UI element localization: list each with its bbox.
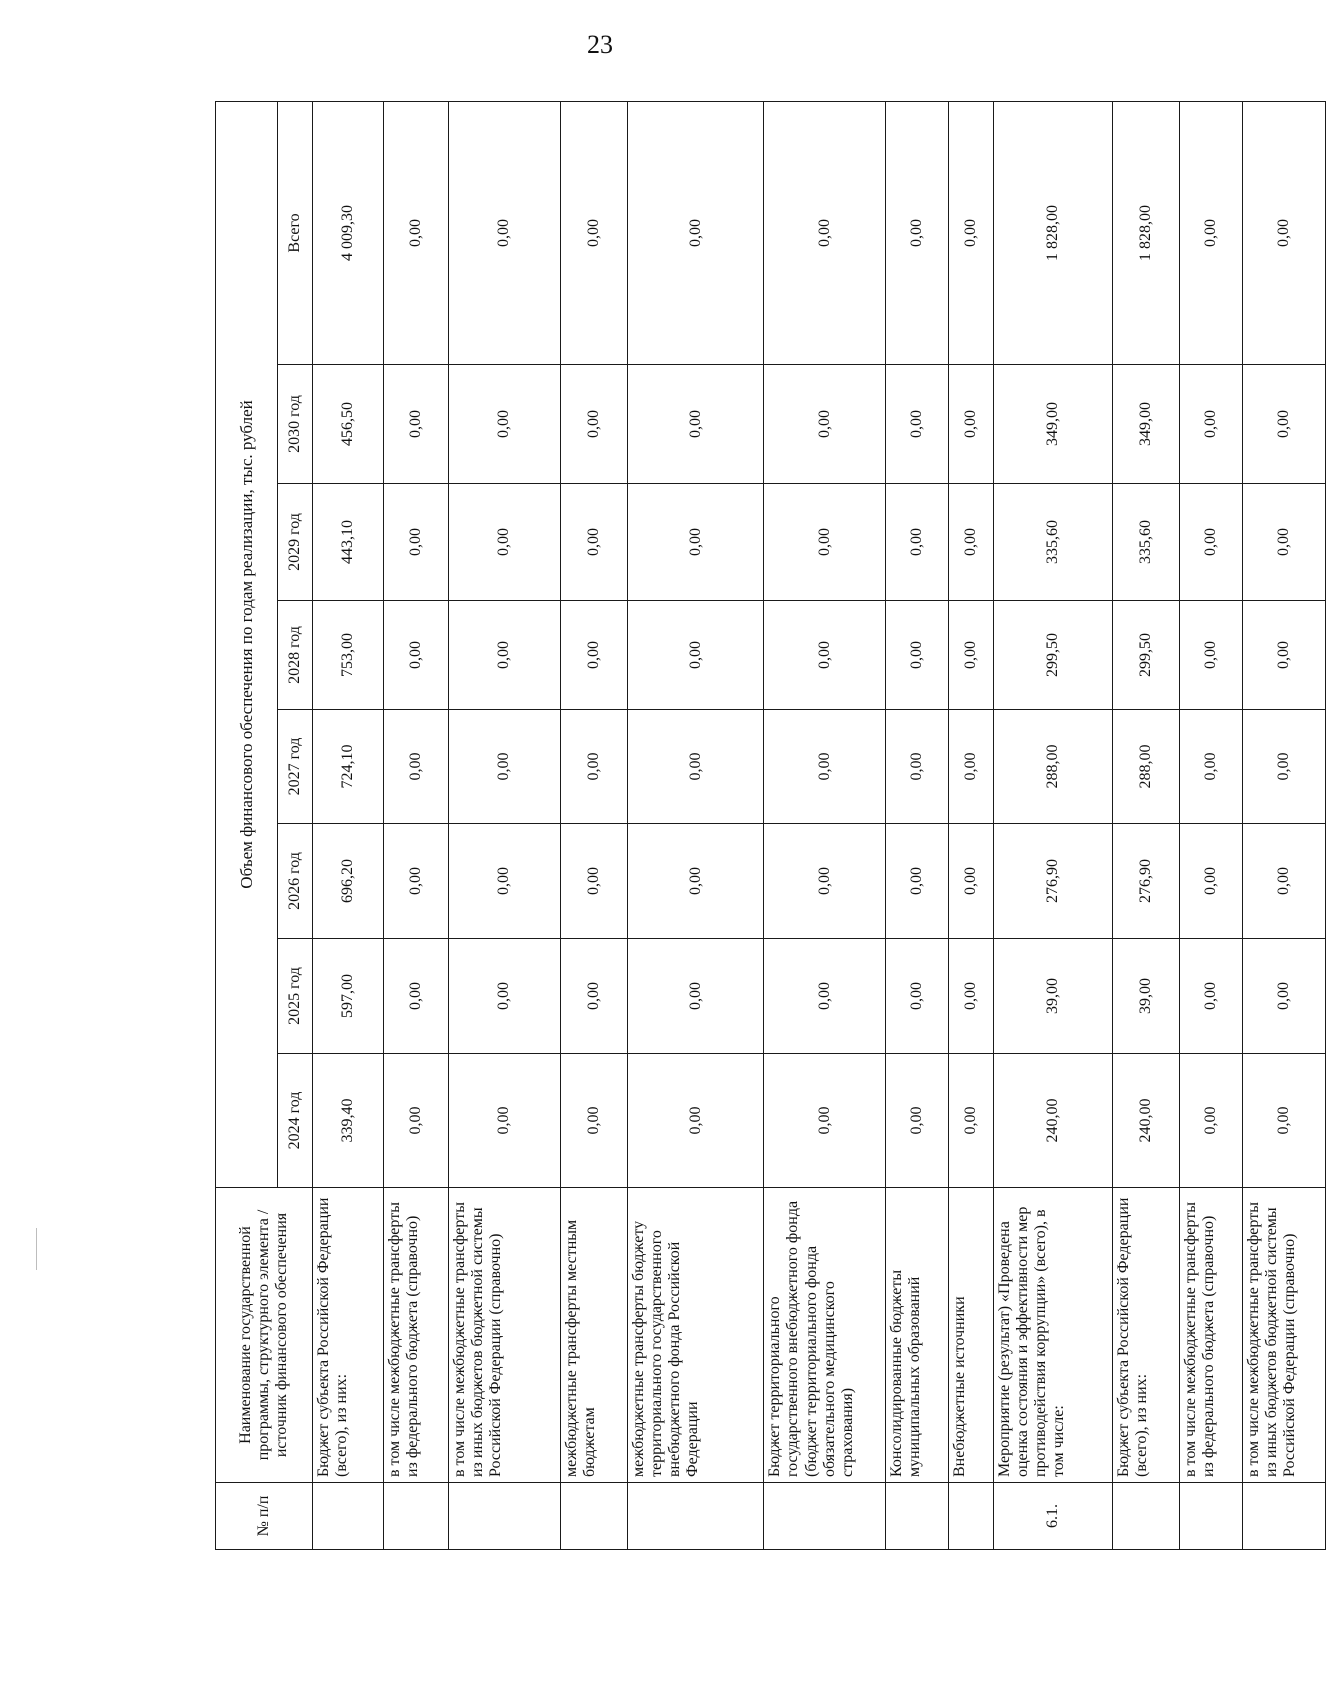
- cell-value: 0,00: [628, 710, 764, 824]
- cell-value: 240,00: [1112, 1054, 1180, 1188]
- cell-value: 753,00: [313, 601, 384, 710]
- header-name: Наименование государственной программы, структурного элемента / источник финансового обеспечения: [216, 1188, 313, 1483]
- cell-value: 0,00: [560, 484, 628, 601]
- row-index: [1180, 1483, 1243, 1550]
- table-row: [1112, 101, 1180, 1549]
- cell-value: 0,00: [384, 101, 449, 364]
- cell-value: 0,00: [449, 601, 560, 710]
- cell-value: 0,00: [764, 365, 886, 484]
- financing-table: [215, 101, 1326, 1550]
- cell-value: 0,00: [449, 939, 560, 1054]
- cell-value: 0,00: [1242, 365, 1325, 484]
- cell-value: 0,00: [449, 484, 560, 601]
- cell-value: 4 009,30: [313, 101, 384, 364]
- cell-value: 0,00: [1242, 101, 1325, 364]
- row-index: [1112, 1483, 1180, 1550]
- cell-value: 276,90: [1112, 824, 1180, 939]
- table-row: [628, 101, 764, 1549]
- cell-value: 0,00: [886, 824, 949, 939]
- cell-value: 0,00: [1180, 365, 1243, 484]
- row-source-name: в том числе межбюджетные трансферты из федерального бюджета (справочно): [1180, 1188, 1243, 1483]
- cell-value: 0,00: [886, 1054, 949, 1188]
- row-source-name: в том числе межбюджетные трансферты из иных бюджетов бюджетной системы Российской Федерации (справочно): [449, 1188, 560, 1483]
- row-source-name: Внебюджетные источники: [949, 1188, 994, 1483]
- cell-value: 0,00: [886, 601, 949, 710]
- cell-value: 0,00: [1242, 1054, 1325, 1188]
- cell-value: 0,00: [560, 824, 628, 939]
- cell-value: 0,00: [384, 1054, 449, 1188]
- header-year: 2027 год: [278, 710, 313, 824]
- row-source-name: межбюджетные трансферты местным бюджетам: [560, 1188, 628, 1483]
- cell-value: 0,00: [764, 710, 886, 824]
- row-source-name: Бюджет территориального государственного внебюджетного фонда (бюджет территориального фонда обязательного медицинского страхования): [764, 1188, 886, 1483]
- cell-value: 0,00: [1180, 601, 1243, 710]
- cell-value: 335,60: [1112, 484, 1180, 601]
- page-number: 23: [587, 30, 613, 59]
- table-row: [384, 101, 449, 1549]
- cell-value: 349,00: [1112, 365, 1180, 484]
- row-index: [1242, 1483, 1325, 1550]
- cell-value: 0,00: [886, 939, 949, 1054]
- cell-value: 288,00: [1112, 710, 1180, 824]
- cell-value: 0,00: [628, 939, 764, 1054]
- cell-value: 0,00: [886, 484, 949, 601]
- cell-value: 1 828,00: [994, 101, 1112, 364]
- row-index: [449, 1483, 560, 1550]
- cell-value: 456,50: [313, 365, 384, 484]
- header-year: 2026 год: [278, 824, 313, 939]
- cell-value: 0,00: [449, 101, 560, 364]
- cell-value: 299,50: [1112, 601, 1180, 710]
- cell-value: 0,00: [560, 1054, 628, 1188]
- cell-value: 339,40: [313, 1054, 384, 1188]
- cell-value: 0,00: [949, 601, 994, 710]
- cell-value: 0,00: [628, 484, 764, 601]
- cell-value: 0,00: [628, 365, 764, 484]
- cell-value: 299,50: [994, 601, 1112, 710]
- table-row: [1242, 101, 1325, 1549]
- cell-value: 0,00: [384, 484, 449, 601]
- cell-value: 0,00: [764, 824, 886, 939]
- cell-value: 0,00: [1180, 1054, 1243, 1188]
- cell-value: 0,00: [1242, 824, 1325, 939]
- cell-value: 696,20: [313, 824, 384, 939]
- cell-value: 0,00: [1180, 939, 1243, 1054]
- table-row: [886, 101, 949, 1549]
- cell-value: 0,00: [560, 365, 628, 484]
- row-source-name: Бюджет субъекта Российской Федерации (всего), из них:: [313, 1188, 384, 1483]
- header-year: 2030 год: [278, 365, 313, 484]
- row-index: [313, 1483, 384, 1550]
- table-row: [449, 101, 560, 1549]
- table-row: [313, 101, 384, 1549]
- cell-value: 0,00: [384, 939, 449, 1054]
- cell-value: 0,00: [764, 1054, 886, 1188]
- cell-value: 0,00: [449, 365, 560, 484]
- cell-value: 0,00: [764, 101, 886, 364]
- cell-value: 0,00: [384, 824, 449, 939]
- table-row: [994, 101, 1112, 1549]
- row-source-name: в том числе межбюджетные трансферты из иных бюджетов бюджетной системы Российской Федерации (справочно): [1242, 1188, 1325, 1483]
- cell-value: 0,00: [764, 484, 886, 601]
- table-row: [560, 101, 628, 1549]
- cell-value: 0,00: [1242, 484, 1325, 601]
- cell-value: 0,00: [628, 601, 764, 710]
- cell-value: 0,00: [384, 710, 449, 824]
- header-year: 2024 год: [278, 1054, 313, 1188]
- cell-value: 0,00: [449, 710, 560, 824]
- cell-value: 349,00: [994, 365, 1112, 484]
- cell-value: 335,60: [994, 484, 1112, 601]
- cell-value: 0,00: [628, 824, 764, 939]
- cell-value: 0,00: [886, 710, 949, 824]
- cell-value: 0,00: [1180, 484, 1243, 601]
- cell-value: 0,00: [1180, 824, 1243, 939]
- cell-value: 276,90: [994, 824, 1112, 939]
- cell-value: 724,10: [313, 710, 384, 824]
- row-source-name: Бюджет субъекта Российской Федерации (всего), из них:: [1112, 1188, 1180, 1483]
- cell-value: 0,00: [628, 1054, 764, 1188]
- cell-value: 597,00: [313, 939, 384, 1054]
- cell-value: 240,00: [994, 1054, 1112, 1188]
- cell-value: 39,00: [1112, 939, 1180, 1054]
- cell-value: 0,00: [949, 101, 994, 364]
- row-index: [628, 1483, 764, 1550]
- row-source-name: в том числе межбюджетные трансферты из федерального бюджета (справочно): [384, 1188, 449, 1483]
- cell-value: 443,10: [313, 484, 384, 601]
- cell-value: 0,00: [1242, 601, 1325, 710]
- table-row: [949, 101, 994, 1549]
- row-index: [560, 1483, 628, 1550]
- scan-margin-mark: [36, 1228, 37, 1270]
- cell-value: 0,00: [384, 601, 449, 710]
- cell-value: 0,00: [886, 365, 949, 484]
- cell-value: 0,00: [949, 710, 994, 824]
- cell-value: 0,00: [560, 601, 628, 710]
- cell-value: 0,00: [1242, 710, 1325, 824]
- cell-value: 0,00: [560, 710, 628, 824]
- row-index: [949, 1483, 994, 1550]
- cell-value: 0,00: [949, 365, 994, 484]
- row-index: [764, 1483, 886, 1550]
- cell-value: 39,00: [994, 939, 1112, 1054]
- row-index: [384, 1483, 449, 1550]
- cell-value: 0,00: [764, 601, 886, 710]
- rotated-table-container: [215, 102, 1326, 1550]
- header-year: Всего: [278, 101, 313, 364]
- cell-value: 0,00: [764, 939, 886, 1054]
- row-index: 6.1.: [994, 1483, 1112, 1550]
- table-row: [1180, 101, 1243, 1549]
- row-source-name: Мероприятие (результат) «Проведена оценка состояния и эффективности мер противодействия коррупции» (всего), в том числе:: [994, 1188, 1112, 1483]
- cell-value: 0,00: [449, 1054, 560, 1188]
- cell-value: 0,00: [886, 101, 949, 364]
- cell-value: 0,00: [628, 101, 764, 364]
- header-year: 2029 год: [278, 484, 313, 601]
- row-source-name: Консолидированные бюджеты муниципальных образований: [886, 1188, 949, 1483]
- cell-value: 0,00: [1180, 101, 1243, 364]
- cell-value: 0,00: [949, 824, 994, 939]
- header-year: 2028 год: [278, 601, 313, 710]
- cell-value: 0,00: [949, 484, 994, 601]
- cell-value: 1 828,00: [1112, 101, 1180, 364]
- cell-value: 0,00: [1180, 710, 1243, 824]
- header-financing-volume: Объем финансового обеспечения по годам реализации, тыс. рублей: [216, 101, 278, 1187]
- header-year: 2025 год: [278, 939, 313, 1054]
- row-source-name: межбюджетные трансферты бюджету территориального государственного внебюджетного фонда Российской Федерации: [628, 1188, 764, 1483]
- cell-value: 0,00: [449, 824, 560, 939]
- cell-value: 0,00: [949, 939, 994, 1054]
- cell-value: 288,00: [994, 710, 1112, 824]
- row-index: [886, 1483, 949, 1550]
- cell-value: 0,00: [560, 939, 628, 1054]
- cell-value: 0,00: [384, 365, 449, 484]
- cell-value: 0,00: [560, 101, 628, 364]
- cell-value: 0,00: [949, 1054, 994, 1188]
- header-index: № п/п: [216, 1483, 313, 1550]
- cell-value: 0,00: [1242, 939, 1325, 1054]
- table-row: [764, 101, 886, 1549]
